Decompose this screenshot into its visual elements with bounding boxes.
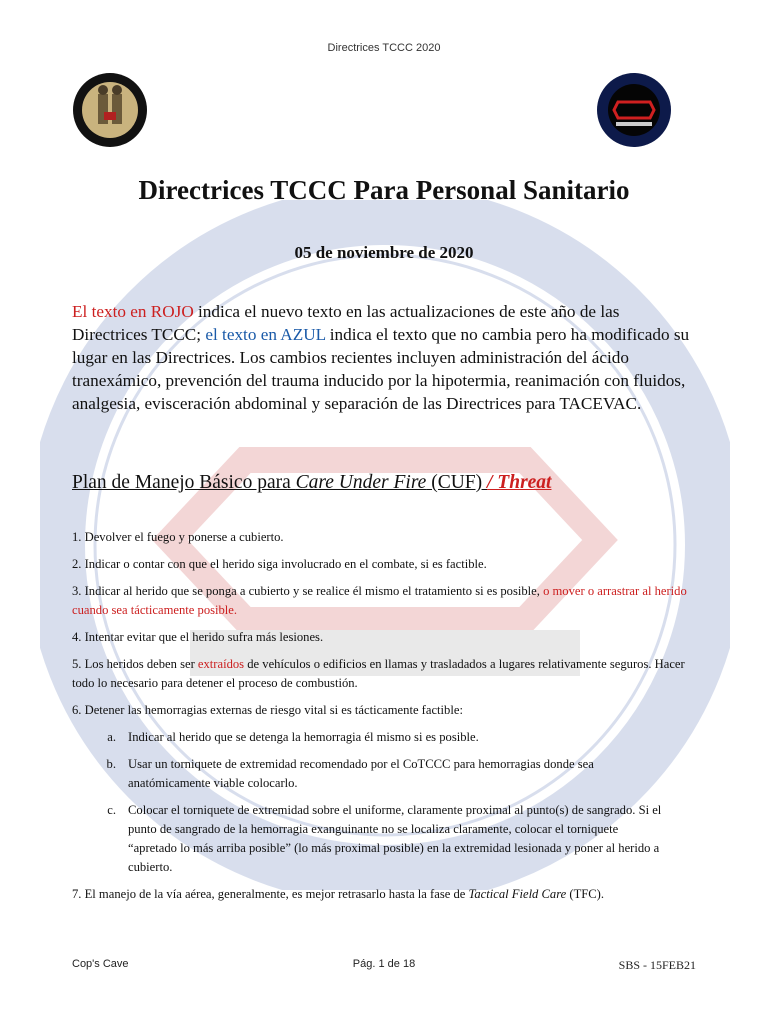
page-footer <box>72 958 696 974</box>
sub-list-letter: b. <box>106 757 116 771</box>
running-header: Directrices TCCC 2020 <box>327 42 441 54</box>
list-item: 2. Indicar o contar con que el herido siga involucrado en el combate, si es factible. <box>72 557 487 571</box>
list-item: 3. Indicar al herido que se ponga a cubierto y se realice él mismo el tratamiento si es posible, o mover o arrastrar al herido cuando sea tácticamente posible. <box>72 584 687 617</box>
sub-list-text: Usar un torniquete de extremidad recomendado por el CoTCCC para hemorragias donde sea anatómicamente viable colocarlo. <box>128 757 594 790</box>
document-title: Directrices TCCC Para Personal Sanitario <box>138 175 630 205</box>
intro-text-2: indica el texto que no cambia pero ha modificado su lugar en las Directrices. Los cambios recientes incluyen administración del ácido tranexámico, prevención del trauma inducido por la hipotermia, reanimación con fluidos, analgesia, evisceración abdominal y separación de las Directrices para TACEVAC. <box>72 325 690 413</box>
bleeding-control-sublist <box>72 728 692 877</box>
document-date: 05 de noviembre de 2020 <box>294 243 474 262</box>
page-number: Pág. 1 de 18 <box>352 958 416 970</box>
section-heading <box>72 472 692 494</box>
list-item: 1. Devolver el fuego y ponerse a cubierto. <box>72 530 284 544</box>
section-heading-threat: / Threat <box>487 472 552 493</box>
sub-list-item <box>72 801 692 877</box>
cuf-steps-list <box>72 528 692 912</box>
red-text-note: El texto en ROJO <box>72 302 194 321</box>
intro-text-1: indica el nuevo texto en las actualizaciones de este año de las Directrices TCCC; <box>72 302 620 344</box>
list-item: 4. Intentar evitar que el herido sufra más lesiones. <box>72 630 324 644</box>
blue-text-note: el texto en AZUL <box>205 325 326 344</box>
list-item: 7. El manejo de la vía aérea, generalmente, es mejor retrasarlo hasta la fase de Tactical Field Care (TFC). <box>72 887 605 901</box>
sub-list-text: Colocar el torniquete de extremidad sobre el uniforme, claramente proximal al punto(s) de sangrado. Si el punto de sangrado de la hemorragia exanguinante no se localiza claramente, colocar el torniquete “apretado lo más arriba posible” (lo más proximal posible) en la extremidad lesionada y poner al herido a cubierto. <box>128 803 662 874</box>
sub-list-item <box>72 755 692 793</box>
cops-cave-seal-icon <box>596 72 672 148</box>
list-item: 6. Detener las hemorragias externas de riesgo vital si es tácticamente factible: <box>72 703 463 717</box>
intro-paragraph <box>72 300 692 415</box>
list-item: 5. Los heridos deben ser extraídos de vehículos o edificios en llamas y trasladados a lugares relativamente seguros. Hacer todo lo necesario para detener el proceso de combustión. <box>72 657 685 690</box>
tactical-combat-casualty-care-seal-icon <box>72 72 148 148</box>
footer-revision: SBS - 15FEB21 <box>618 958 696 972</box>
section-heading-underlined: Plan de Manejo Básico para Care Under Fire (CUF) <box>72 472 488 493</box>
sub-list-text: Indicar al herido que se detenga la hemorragia él mismo si es posible. <box>128 730 479 744</box>
sub-list-letter: c. <box>107 803 116 817</box>
sub-list-letter: a. <box>107 730 116 744</box>
footer-left: Cop's Cave <box>72 958 129 970</box>
sub-list-item <box>72 728 692 747</box>
